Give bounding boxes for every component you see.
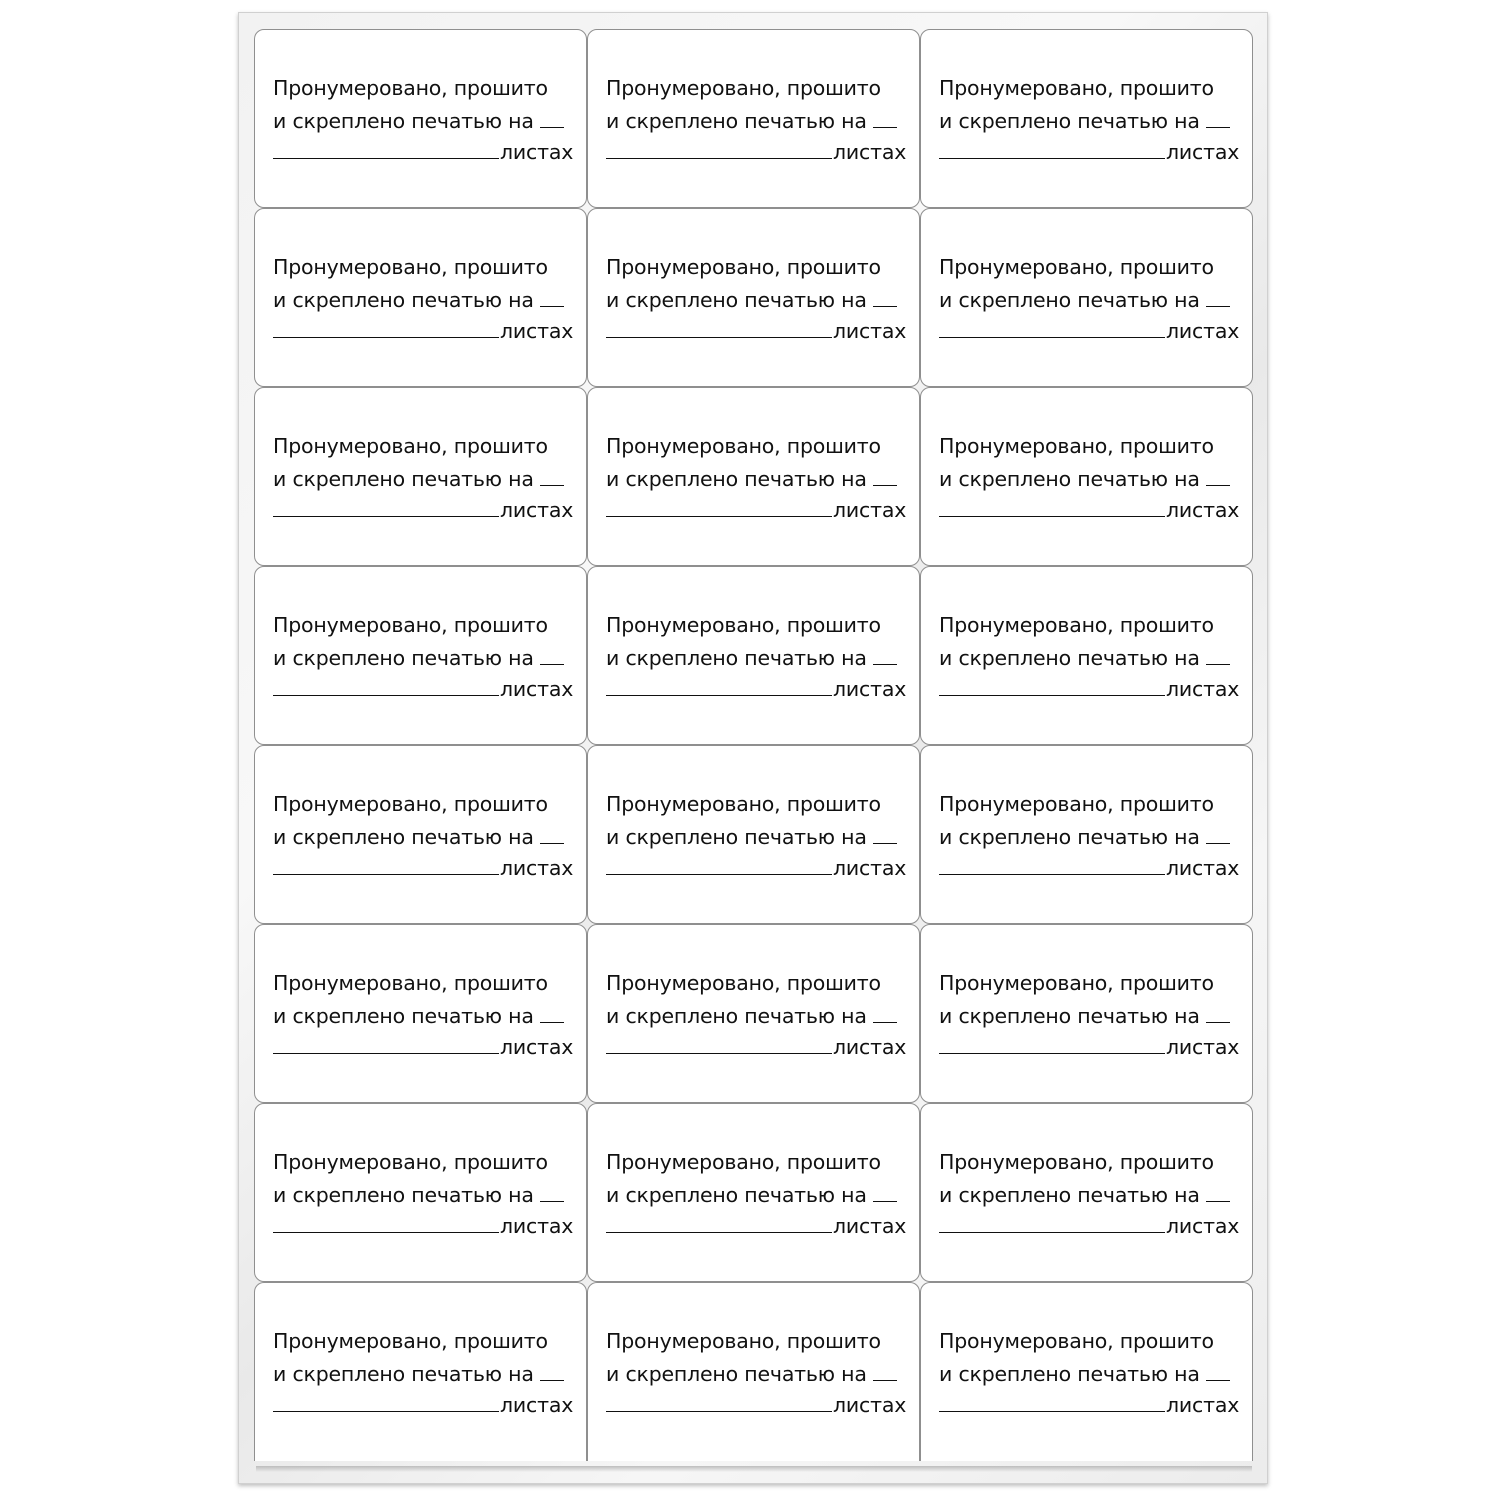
label-line-2 <box>939 465 1242 491</box>
label-line-1: Пронумеровано, прошито <box>606 613 881 637</box>
sticker-label <box>587 208 920 387</box>
label-line-2-text: и скреплено печатью на <box>939 1362 1200 1386</box>
label-line-2 <box>606 1181 909 1207</box>
label-line-3 <box>273 1212 576 1238</box>
sticker-label <box>920 745 1253 924</box>
sheet-count-words-blank <box>606 1212 832 1233</box>
label-line-1: Пронумеровано, прошито <box>606 255 881 279</box>
label-line-2-text: и скреплено печатью на <box>273 825 534 849</box>
label-line-1: Пронумеровано, прошито <box>939 1329 1214 1353</box>
sticker-label <box>920 1103 1253 1282</box>
sticker-label <box>587 924 920 1103</box>
sheet-count-words-blank <box>273 675 499 696</box>
label-line-1: Пронумеровано, прошито <box>939 613 1214 637</box>
label-line-3-text: листах <box>500 1214 574 1238</box>
label-line-3 <box>939 138 1242 164</box>
label-line-2-text: и скреплено печатью на <box>606 1004 867 1028</box>
label-line-2-text: и скреплено печатью на <box>273 1183 534 1207</box>
label-line-3 <box>606 1212 909 1238</box>
label-line-3 <box>939 1033 1242 1059</box>
sheet-count-words-blank <box>606 496 832 517</box>
sticker-label <box>587 1103 920 1282</box>
label-line-3 <box>606 1033 909 1059</box>
label-line-2 <box>273 823 576 849</box>
label-line-2-text: и скреплено печатью на <box>939 1004 1200 1028</box>
label-line-1: Пронумеровано, прошито <box>939 1150 1214 1174</box>
label-line-2-text: и скреплено печатью на <box>606 646 867 670</box>
sheet-count-blank <box>873 286 897 307</box>
sheet-count-words-blank <box>939 496 1165 517</box>
label-line-2 <box>606 823 909 849</box>
sheet-count-blank <box>540 1002 564 1023</box>
label-line-1: Пронумеровано, прошито <box>939 76 1214 100</box>
label-line-3 <box>939 1391 1242 1417</box>
sheet-count-words-blank <box>273 1033 499 1054</box>
label-line-3-text: листах <box>500 1393 574 1417</box>
sticker-label <box>587 29 920 208</box>
label-line-2 <box>939 1181 1242 1207</box>
sheet-shadow <box>256 1466 1252 1472</box>
label-line-3-text: листах <box>1166 319 1240 343</box>
sticker-label <box>254 208 587 387</box>
sheet-count-blank <box>873 107 897 128</box>
label-line-3-text: листах <box>833 498 907 522</box>
label-line-2 <box>273 1360 576 1386</box>
label-line-3 <box>273 1033 576 1059</box>
label-line-2 <box>939 1360 1242 1386</box>
sheet-count-words-blank <box>939 854 1165 875</box>
sheet-count-blank <box>1206 107 1230 128</box>
label-line-2-text: и скреплено печатью на <box>606 1183 867 1207</box>
sheet-count-blank <box>873 644 897 665</box>
label-line-1: Пронумеровано, прошито <box>939 971 1214 995</box>
label-line-3-text: листах <box>833 1393 907 1417</box>
label-line-2 <box>606 107 909 133</box>
sheet-count-blank <box>1206 465 1230 486</box>
label-line-3 <box>273 496 576 522</box>
label-line-1: Пронумеровано, прошито <box>606 76 881 100</box>
sheet-count-words-blank <box>606 317 832 338</box>
label-line-3-text: листах <box>1166 1214 1240 1238</box>
label-line-2 <box>273 286 576 312</box>
label-line-3 <box>273 675 576 701</box>
label-line-3-text: листах <box>1166 140 1240 164</box>
label-line-3-text: листах <box>500 140 574 164</box>
sheet-count-words-blank <box>939 1212 1165 1233</box>
sticker-label <box>920 29 1253 208</box>
sticker-label <box>254 387 587 566</box>
label-line-2 <box>606 1360 909 1386</box>
label-line-1: Пронумеровано, прошито <box>273 971 548 995</box>
label-line-2-text: и скреплено печатью на <box>273 288 534 312</box>
label-line-3-text: листах <box>500 498 574 522</box>
sheet-count-blank <box>873 1002 897 1023</box>
label-line-3-text: листах <box>1166 677 1240 701</box>
sheet-count-blank <box>540 644 564 665</box>
sheet-count-blank <box>540 465 564 486</box>
label-line-1: Пронумеровано, прошито <box>606 792 881 816</box>
label-line-2-text: и скреплено печатью на <box>273 467 534 491</box>
label-line-3-text: листах <box>1166 856 1240 880</box>
sheet-count-words-blank <box>273 496 499 517</box>
label-line-3 <box>606 854 909 880</box>
label-line-1: Пронумеровано, прошито <box>606 1150 881 1174</box>
label-line-2-text: и скреплено печатью на <box>939 109 1200 133</box>
sticker-label <box>254 924 587 1103</box>
label-line-3-text: листах <box>1166 1035 1240 1059</box>
label-line-3 <box>939 854 1242 880</box>
label-line-2-text: и скреплено печатью на <box>939 1183 1200 1207</box>
label-line-3 <box>606 138 909 164</box>
label-line-3-text: листах <box>500 1035 574 1059</box>
label-line-2-text: и скреплено печатью на <box>606 467 867 491</box>
label-line-1: Пронумеровано, прошито <box>273 255 548 279</box>
label-line-2 <box>273 644 576 670</box>
label-line-3 <box>273 138 576 164</box>
label-line-3 <box>939 496 1242 522</box>
label-line-3-text: листах <box>1166 498 1240 522</box>
label-line-2-text: и скреплено печатью на <box>273 1362 534 1386</box>
label-line-2 <box>273 1002 576 1028</box>
sheet-count-blank <box>873 823 897 844</box>
label-line-3-text: листах <box>500 856 574 880</box>
sheet-count-words-blank <box>606 675 832 696</box>
sheet-count-blank <box>873 465 897 486</box>
label-line-2 <box>273 465 576 491</box>
sheet-count-words-blank <box>939 675 1165 696</box>
label-line-1: Пронумеровано, прошито <box>606 1329 881 1353</box>
label-line-2-text: и скреплено печатью на <box>606 1362 867 1386</box>
sheet-count-words-blank <box>606 138 832 159</box>
sheet-count-blank <box>540 1181 564 1202</box>
sheet-count-blank <box>540 823 564 844</box>
label-line-3 <box>606 496 909 522</box>
label-line-2 <box>606 286 909 312</box>
label-line-3 <box>606 317 909 343</box>
sticker-label <box>920 566 1253 745</box>
label-line-2 <box>606 465 909 491</box>
label-line-2 <box>606 1002 909 1028</box>
label-line-3-text: листах <box>500 677 574 701</box>
label-line-1: Пронумеровано, прошито <box>606 971 881 995</box>
sheet-count-blank <box>1206 644 1230 665</box>
sticker-label <box>254 745 587 924</box>
sheet-count-blank <box>873 1181 897 1202</box>
label-grid <box>254 29 1253 1461</box>
label-line-2 <box>273 1181 576 1207</box>
sticker-label <box>587 387 920 566</box>
label-line-2-text: и скреплено печатью на <box>939 288 1200 312</box>
label-line-1: Пронумеровано, прошито <box>273 792 548 816</box>
sheet-count-blank <box>1206 1181 1230 1202</box>
sticker-label <box>587 566 920 745</box>
sheet-count-words-blank <box>273 854 499 875</box>
label-line-2 <box>606 644 909 670</box>
sheet-count-blank <box>1206 286 1230 307</box>
sheet-count-words-blank <box>273 317 499 338</box>
sheet-count-words-blank <box>939 317 1165 338</box>
label-line-3-text: листах <box>833 1035 907 1059</box>
label-line-1: Пронумеровано, прошито <box>273 434 548 458</box>
sheet-count-words-blank <box>606 1391 832 1412</box>
label-line-3-text: листах <box>833 1214 907 1238</box>
sticker-label <box>920 1282 1253 1461</box>
sheet-count-words-blank <box>939 1391 1165 1412</box>
label-line-2-text: и скреплено печатью на <box>273 1004 534 1028</box>
label-line-2 <box>939 107 1242 133</box>
label-line-3 <box>606 675 909 701</box>
sheet-count-blank <box>1206 823 1230 844</box>
label-line-3-text: листах <box>833 856 907 880</box>
label-line-1: Пронумеровано, прошито <box>939 792 1214 816</box>
label-line-3-text: листах <box>833 140 907 164</box>
label-line-2-text: и скреплено печатью на <box>606 288 867 312</box>
sheet-count-words-blank <box>273 138 499 159</box>
label-line-2-text: и скреплено печатью на <box>606 825 867 849</box>
sheet-count-words-blank <box>939 1033 1165 1054</box>
label-line-1: Пронумеровано, прошито <box>939 434 1214 458</box>
label-line-2-text: и скреплено печатью на <box>939 825 1200 849</box>
label-line-2 <box>939 823 1242 849</box>
label-line-3 <box>273 317 576 343</box>
label-line-3 <box>939 675 1242 701</box>
sticker-label <box>920 387 1253 566</box>
sticker-label <box>587 745 920 924</box>
label-line-3 <box>273 854 576 880</box>
label-line-3 <box>273 1391 576 1417</box>
label-line-2-text: и скреплено печатью на <box>606 109 867 133</box>
sheet-count-words-blank <box>273 1212 499 1233</box>
sticker-label <box>254 1103 587 1282</box>
label-line-1: Пронумеровано, прошито <box>273 1329 548 1353</box>
label-line-2-text: и скреплено печатью на <box>939 646 1200 670</box>
label-line-2 <box>273 107 576 133</box>
label-line-2 <box>939 644 1242 670</box>
label-line-1: Пронумеровано, прошито <box>939 255 1214 279</box>
label-line-3 <box>939 317 1242 343</box>
sticker-label <box>254 566 587 745</box>
sheet-count-words-blank <box>606 854 832 875</box>
label-line-3 <box>606 1391 909 1417</box>
label-line-1: Пронумеровано, прошито <box>273 76 548 100</box>
label-line-2-text: и скреплено печатью на <box>939 467 1200 491</box>
label-line-1: Пронумеровано, прошито <box>273 613 548 637</box>
sheet-count-words-blank <box>939 138 1165 159</box>
sheet-count-blank <box>1206 1002 1230 1023</box>
sticker-label <box>920 924 1253 1103</box>
label-line-3-text: листах <box>500 319 574 343</box>
sticker-label <box>587 1282 920 1461</box>
label-line-2 <box>939 1002 1242 1028</box>
label-line-1: Пронумеровано, прошито <box>606 434 881 458</box>
sheet-count-blank <box>873 1360 897 1381</box>
label-line-3-text: листах <box>833 677 907 701</box>
sheet-count-blank <box>1206 1360 1230 1381</box>
label-line-3-text: листах <box>1166 1393 1240 1417</box>
sheet-count-blank <box>540 1360 564 1381</box>
label-line-1: Пронумеровано, прошито <box>273 1150 548 1174</box>
label-line-3 <box>939 1212 1242 1238</box>
sticker-label <box>254 1282 587 1461</box>
label-line-2-text: и скреплено печатью на <box>273 109 534 133</box>
sheet-count-words-blank <box>606 1033 832 1054</box>
sticker-label <box>920 208 1253 387</box>
sheet-count-blank <box>540 286 564 307</box>
label-line-2-text: и скреплено печатью на <box>273 646 534 670</box>
sheet-count-blank <box>540 107 564 128</box>
label-line-3-text: листах <box>833 319 907 343</box>
sticker-label <box>254 29 587 208</box>
sheet-count-words-blank <box>273 1391 499 1412</box>
label-line-2 <box>939 286 1242 312</box>
